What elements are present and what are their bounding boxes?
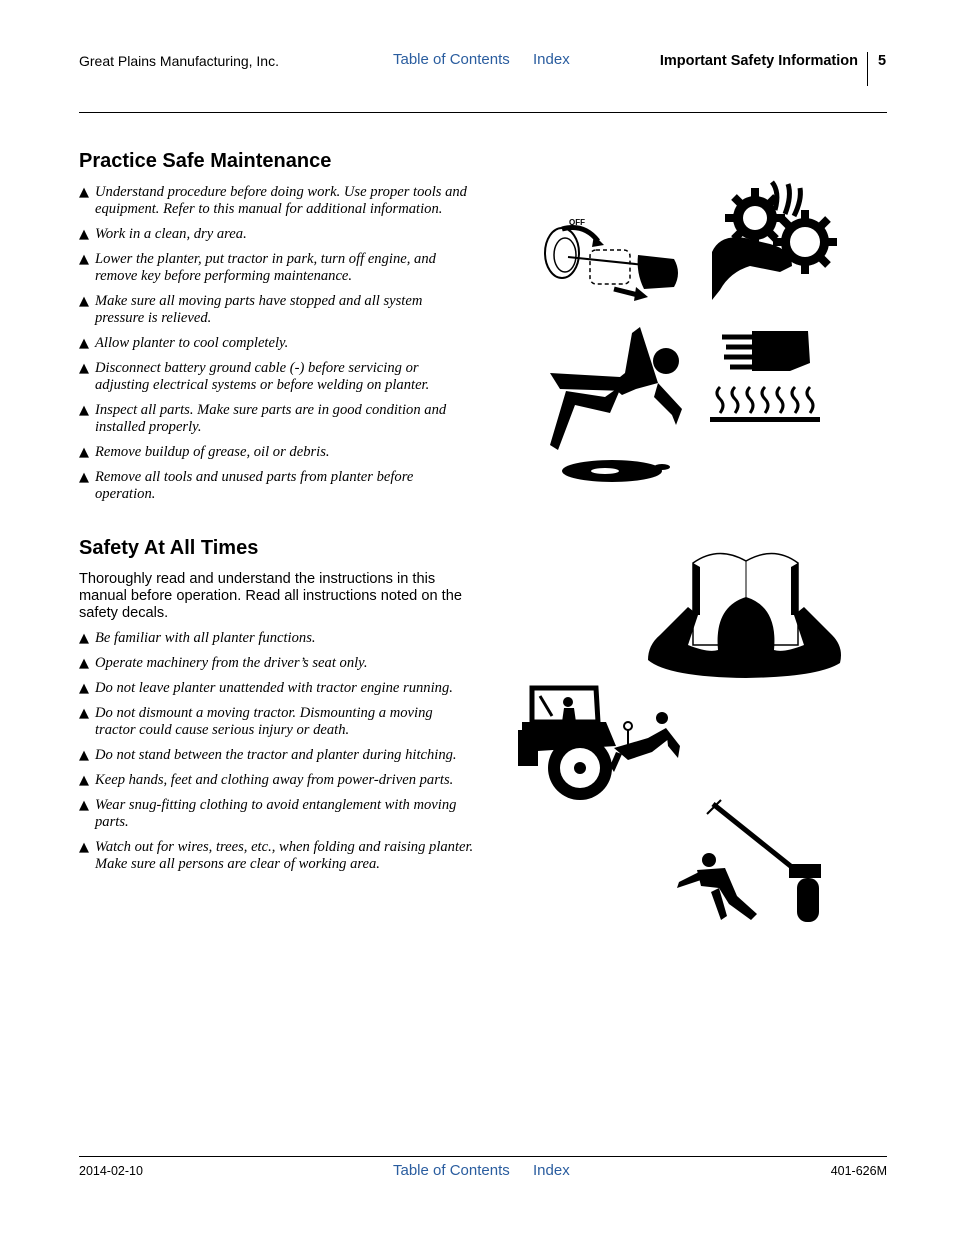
- safety-item-text: Do not dismount a moving tractor. Dismounting a moving tractor could cause serious injury or death.: [95, 705, 433, 738]
- warning-triangle-icon: ▲: [79, 294, 89, 309]
- safety-item-text: Do not stand between the tractor and planter during hitching.: [95, 747, 457, 763]
- hot-surface-icon: [710, 325, 825, 425]
- maintenance-item: [79, 402, 474, 436]
- footer-date: 2014-02-10: [79, 1164, 143, 1178]
- warning-triangle-icon: ▲: [79, 631, 89, 646]
- safety-item: [79, 680, 474, 697]
- warning-triangle-icon: ▲: [79, 706, 89, 721]
- warning-triangle-icon: ▲: [79, 840, 89, 855]
- warning-triangle-icon: ▲: [79, 336, 89, 351]
- warning-triangle-icon: ▲: [79, 798, 89, 813]
- safety-intro: Thoroughly read and understand the instructions in this manual before operation. Read all instructions noted on the safety decals.: [79, 571, 462, 621]
- warning-triangle-icon: ▲: [79, 773, 89, 788]
- maintenance-heading: Practice Safe Maintenance: [79, 150, 332, 172]
- warning-triangle-icon: ▲: [79, 748, 89, 763]
- safety-item-text: Watch out for wires, trees, etc., when folding and raising planter. Make sure all persons are clear of working area.: [95, 839, 474, 872]
- safety-item: [79, 655, 474, 672]
- safety-item-text: Operate machinery from the driver’s seat only.: [95, 655, 368, 671]
- safety-item-text: Keep hands, feet and clothing away from power-driven parts.: [95, 772, 454, 788]
- warning-triangle-icon: ▲: [79, 403, 89, 418]
- safety-item: [79, 772, 474, 789]
- footer-doc-number: 401-626M: [830, 1164, 887, 1178]
- footer-index-link[interactable]: Index: [533, 1162, 570, 1179]
- header-divider: [867, 52, 868, 86]
- maintenance-item-text: Inspect all parts. Make sure parts are in good condition and installed properly.: [95, 402, 447, 435]
- maintenance-item-text: Make sure all moving parts have stopped and all system pressure is relieved.: [95, 293, 423, 326]
- footer-rule: [79, 1156, 887, 1157]
- maintenance-item-text: Disconnect battery ground cable (-) before servicing or adjusting electrical systems or before welding on planter.: [95, 360, 430, 393]
- maintenance-item-text: Lower the planter, put tractor in park, turn off engine, and remove key before performing maintenance.: [95, 251, 436, 284]
- maintenance-item-text: Understand procedure before doing work. Use proper tools and equipment. Refer to this manual for additional information.: [95, 184, 467, 217]
- maintenance-item-text: Remove all tools and unused parts from planter before operation.: [95, 469, 414, 502]
- maintenance-item: [79, 226, 474, 243]
- read-manual-icon: [648, 545, 843, 680]
- maintenance-item: [79, 335, 474, 352]
- warning-triangle-icon: ▲: [79, 681, 89, 696]
- safety-item: [79, 747, 474, 764]
- maintenance-item: [79, 469, 474, 503]
- maintenance-item-text: Work in a clean, dry area.: [95, 226, 247, 242]
- safety-item: [79, 630, 474, 647]
- maintenance-item-text: Remove buildup of grease, oil or debris.: [95, 444, 330, 460]
- warning-triangle-icon: ▲: [79, 361, 89, 376]
- tractor-dismount-icon: [518, 682, 683, 802]
- safety-item: [79, 705, 474, 739]
- safety-item-text: Wear snug-fitting clothing to avoid entanglement with moving parts.: [95, 797, 457, 830]
- header-index-link[interactable]: Index: [533, 51, 570, 68]
- warning-triangle-icon: ▲: [79, 656, 89, 671]
- page-number: 5: [878, 53, 887, 69]
- ignition-key-off-icon: [540, 215, 690, 305]
- footer-toc-link[interactable]: Table of Contents: [393, 1162, 510, 1179]
- warning-triangle-icon: ▲: [79, 185, 89, 200]
- maintenance-item-text: Allow planter to cool completely.: [95, 335, 289, 351]
- maintenance-list: [79, 184, 474, 511]
- maintenance-item: [79, 251, 474, 285]
- maintenance-item: [79, 293, 474, 327]
- warning-triangle-icon: ▲: [79, 470, 89, 485]
- header-rule: [79, 112, 887, 113]
- overhead-wire-icon: [675, 800, 825, 925]
- maintenance-item: [79, 184, 474, 218]
- safety-list: [79, 630, 474, 881]
- safety-heading: Safety At All Times: [79, 537, 259, 559]
- hand-entanglement-gears-icon: [710, 180, 835, 300]
- warning-triangle-icon: ▲: [79, 252, 89, 267]
- maintenance-item: [79, 444, 474, 461]
- slip-hazard-icon: [550, 325, 685, 490]
- company-name: Great Plains Manufacturing, Inc.: [79, 53, 279, 69]
- ignition-off-label: OFF: [569, 218, 585, 227]
- safety-item: [79, 797, 474, 831]
- warning-triangle-icon: ▲: [79, 227, 89, 242]
- maintenance-item: [79, 360, 474, 394]
- safety-item-text: Be familiar with all planter functions.: [95, 630, 316, 646]
- warning-triangle-icon: ▲: [79, 445, 89, 460]
- header-toc-link[interactable]: Table of Contents: [393, 51, 510, 68]
- section-title: Important Safety Information: [659, 53, 858, 69]
- safety-item: [79, 839, 474, 873]
- safety-item-text: Do not leave planter unattended with tractor engine running.: [95, 680, 453, 696]
